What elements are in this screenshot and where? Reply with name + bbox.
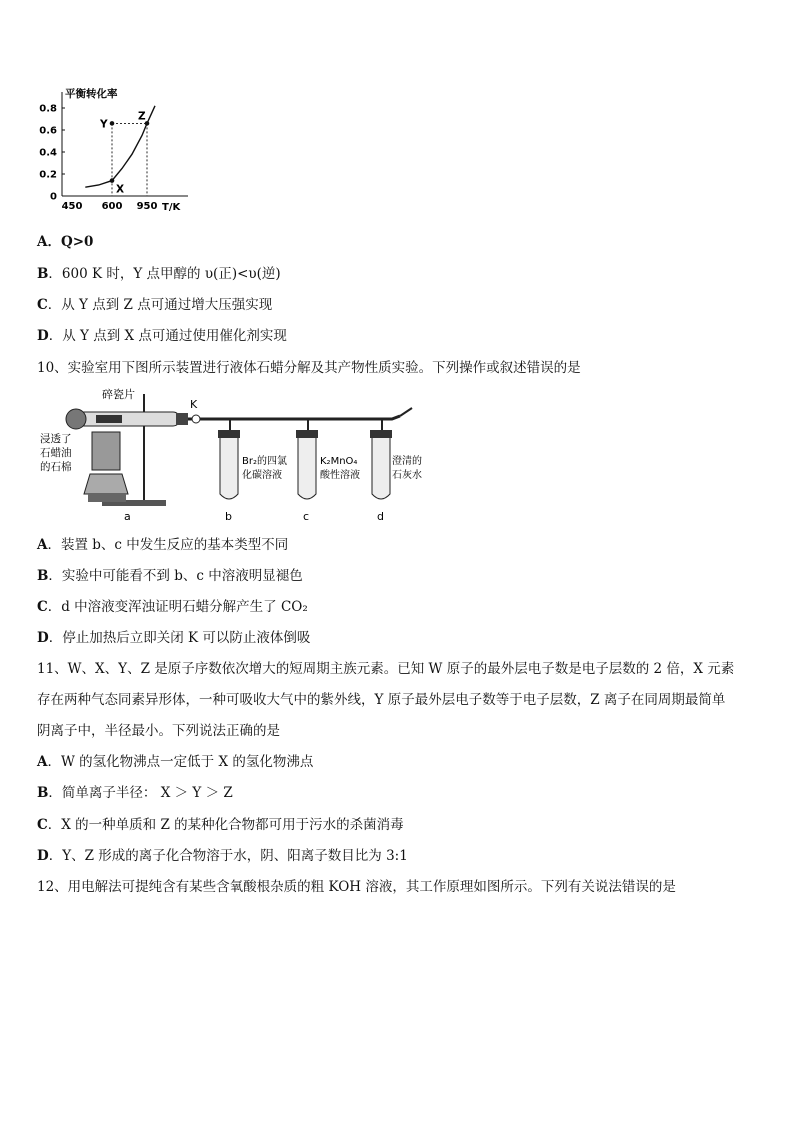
stopper-a (176, 413, 188, 425)
letter-c: c (303, 510, 310, 523)
x-tick-label: 450 (61, 201, 83, 212)
tube-tip (400, 408, 412, 416)
alcohol-lamp (84, 474, 128, 494)
letter-a: a (124, 510, 131, 523)
q9-option-c: C．从 Y 点到 Z 点可通过增大压强实现 (37, 297, 273, 313)
porcelain-chips (96, 415, 122, 423)
pyrolysis-apparatus (40, 382, 430, 524)
label-b-2: 化碳溶液 (242, 470, 282, 481)
q12-stem: 12、用电解法可提纯含有某些含氧酸根杂质的粗 KOH 溶液，其工作原理如图所示。下列有关说法错误的是 (37, 879, 676, 895)
x-tick-label: 600 (101, 201, 123, 212)
label-c-2: 酸性溶液 (320, 470, 360, 481)
q11-option-b: B．简单离子半径： X ＞ Y ＞ Z (37, 785, 233, 801)
y-tick-label: 0 (50, 191, 57, 203)
q9-option-a: A．Q>0 (37, 234, 94, 250)
point-label-x: X (116, 183, 125, 196)
letter-b: b (225, 510, 232, 523)
y-tick-label: 0.4 (39, 147, 57, 159)
q11-option-c: C．X 的一种单质和 Z 的某种化合物都可用于污水的杀菌消毒 (37, 817, 404, 833)
point-label-y: Y (100, 118, 108, 131)
conversion-chart (35, 82, 195, 212)
q9-option-b: B．600 K 时，Y 点甲醇的 υ(正)<υ(逆) (37, 266, 281, 282)
y-tick-label: 0.2 (39, 169, 57, 181)
q11-stem-line1: 11、W、X、Y、Z 是原子序数依次增大的短周期主族元素。已知 W 原子的最外层电子数是电子层数的 2 倍，X 元素 (37, 661, 735, 677)
point-label-z: Z (138, 110, 146, 123)
x-tick-label: 950 (136, 201, 158, 212)
y-tick-label: 0.8 (39, 103, 57, 115)
y-tick-label: 0.6 (39, 125, 57, 137)
lamp-block (88, 494, 126, 502)
tube-d (370, 419, 392, 499)
point-y (110, 121, 115, 126)
chart-ylabel: 平衡转化率 (65, 88, 118, 100)
chart-xlabel: T/K (162, 202, 181, 212)
delivery-tube (188, 416, 400, 419)
q10-option-d: D．停止加热后立即关闭 K 可以防止液体倒吸 (37, 630, 311, 646)
q10-option-c: C．d 中溶液变浑浊证明石蜡分解产生了 CO₂ (37, 599, 308, 615)
q10-stem: 10、实验室用下图所示装置进行液体石蜡分解及其产物性质实验。下列操作或叙述错误的是 (37, 360, 581, 376)
letter-d: d (377, 510, 384, 523)
tube-b (218, 419, 240, 499)
label-c-1: K₂MnO₄ (320, 456, 358, 467)
label-cotton-1: 浸透了 (40, 433, 72, 445)
label-chips: 碎瓷片 (102, 388, 135, 401)
q10-option-a: A．装置 b、c 中发生反应的基本类型不同 (37, 537, 289, 553)
lamp-shield (92, 432, 120, 470)
q11-stem-line3: 阴离子中，半径最小。下列说法正确的是 (37, 723, 280, 739)
label-d-1: 澄清的 (392, 456, 422, 467)
label-b-1: Br₂的四氯 (242, 456, 287, 467)
valve-k (192, 415, 200, 423)
label-d-2: 石灰水 (392, 470, 422, 481)
q11-option-d: D．Y、Z 形成的离子化合物溶于水，阴、阳离子数目比为 3:1 (37, 848, 408, 864)
tube-c (296, 419, 318, 499)
label-k: K (190, 398, 198, 411)
q11-stem-line2: 存在两种气态同素异形体，一种可吸收大气中的紫外线，Y 原子最外层电子数等于电子层数，Z 离子在同周期最简单 (37, 692, 726, 708)
q10-option-b: B．实验中可能看不到 b、c 中溶液明显褪色 (37, 568, 303, 584)
point-x (110, 178, 115, 183)
q11-option-a: A．W 的氢化物沸点一定低于 X 的氢化物沸点 (37, 754, 314, 770)
cotton-coil (66, 409, 86, 429)
label-cotton-3: 的石棉 (40, 461, 72, 473)
label-cotton-2: 石蜡油 (40, 447, 72, 459)
q9-option-d: D．从 Y 点到 X 点可通过使用催化剂实现 (37, 328, 287, 344)
